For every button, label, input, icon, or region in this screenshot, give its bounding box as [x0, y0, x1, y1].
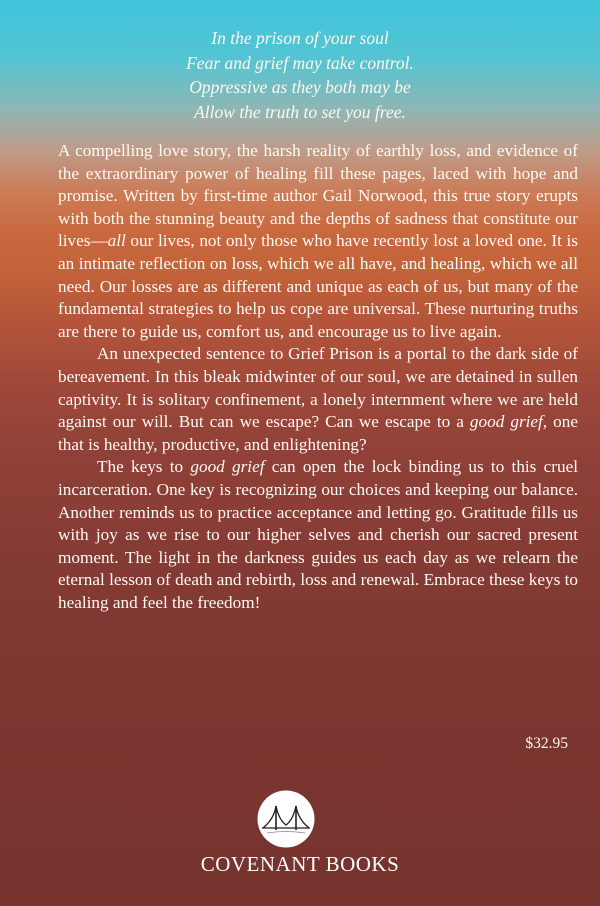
- emphasis-all: all: [107, 231, 126, 251]
- poem-line: Oppressive as they both may be: [189, 77, 411, 97]
- price-label: $32.95: [525, 735, 568, 752]
- description-paragraph-1: A compelling love story, the harsh reality of earthly loss, and evidence of the extraordinary power of healing fill these pages, laced with hope and promise. Written by first-time author Gail Norwood, this true story erupts with both the stunning beauty and the depths of sadness that constitute our lives—all our lives, not only those who have recently lost a loved one. It is an intimate reflection on loss, which we all have, and healing, which we all need. Our losses are as different and unique as each of us, but many of the fundamental strategies to help us cope are universal. These nurturing truths are there to guide us, comfort us, and encourage us to live again.: [58, 141, 578, 341]
- epigraph-poem: [0, 26, 600, 124]
- poem-line: In the prison of your soul: [211, 28, 389, 48]
- covenant-bridge-logo-icon: [257, 790, 315, 848]
- book-description: [58, 140, 578, 614]
- description-paragraph-2: An unexpected sentence to Grief Prison is a portal to the dark side of bereavement. In this bleak midwinter of our soul, we are detained in sullen captivity. It is solitary confinement, a lonely internment where we are held against our will. But can we escape? Can we escape to a good grief, one that is healthy, productive, and enlightening?: [58, 344, 578, 454]
- poem-line: Fear and grief may take control.: [186, 52, 414, 73]
- description-paragraph-3: The keys to good grief can open the lock binding us to this cruel incarceration. One key is recognizing our choices and keeping our balance. Another reminds us to practice acceptance and letting go. Gratitude fills us with joy as we rise to our higher selves and cherish our sacred present moment. The light in the darkness guides us each day as we relearn the eternal lesson of death and rebirth, loss and renewal. Embrace these keys to healing and feel the freedom!: [58, 457, 578, 612]
- emphasis-good-grief: good grief: [190, 457, 265, 477]
- poem-line: Allow the truth to set you free.: [194, 101, 406, 122]
- emphasis-good-grief: good grief,: [469, 412, 548, 432]
- publisher-name: COVENANT BOOKS: [200, 852, 400, 876]
